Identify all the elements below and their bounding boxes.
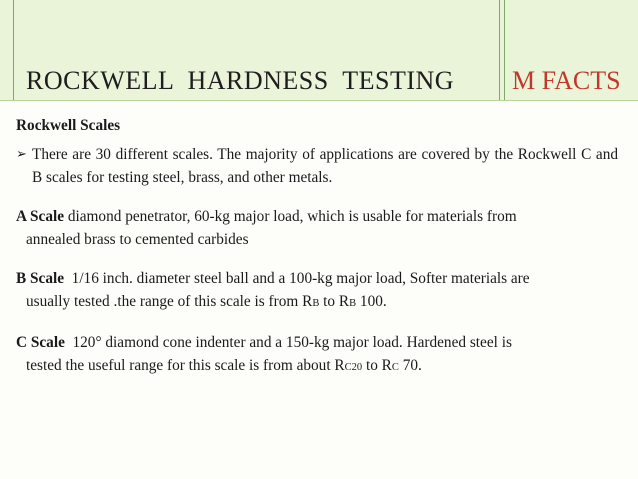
header-divider <box>13 0 14 100</box>
c-scale-line2 <box>16 354 618 379</box>
a-scale-paragraph <box>16 205 618 251</box>
slide-body <box>16 114 618 379</box>
header-divider <box>499 0 500 100</box>
a-scale-label: A Scale <box>16 208 65 225</box>
a-scale-line2: annealed brass to cemented carbides <box>26 231 249 248</box>
c-scale-sub1: C20 <box>344 362 363 373</box>
b-scale-sub2: B <box>349 298 357 309</box>
bullet-text: There are 30 different scales. The majority of applications are covered by the Rockwell C and B scales for testing steel, brass, and other metals. <box>32 146 618 186</box>
b-scale-line2 <box>16 290 618 315</box>
b-scale-text-b: to R <box>319 293 350 310</box>
section-heading: Rockwell Scales <box>16 117 121 134</box>
b-scale-text-a: usually tested .the range of this scale is from R <box>26 293 313 310</box>
title-bar <box>0 0 638 101</box>
c-scale-text-b: to R <box>362 357 392 374</box>
c-scale-text-c: 70. <box>398 357 422 374</box>
a-scale-line1: diamond penetrator, 60-kg major load, which is usable for materials from <box>64 208 517 225</box>
b-scale-label: B Scale <box>16 270 65 287</box>
b-scale-line1: 1/16 inch. diameter steel ball and a 100-kg major load, Softer materials are <box>64 270 530 287</box>
c-scale-label: C Scale <box>16 334 65 351</box>
arrow-bullet-icon: ➢ <box>16 147 27 162</box>
c-scale-sub2: C <box>391 362 399 373</box>
b-scale-text-c: 100. <box>356 293 387 310</box>
c-scale-paragraph <box>16 331 618 379</box>
b-scale-paragraph <box>16 267 618 315</box>
slide-title: ROCKWELL HARDNESS TESTING <box>26 66 455 95</box>
c-scale-line1: 120° diamond cone indenter and a 150-kg major load. Hardened steel is <box>64 334 512 351</box>
c-scale-text-a: tested the useful range for this scale is from about R <box>26 357 345 374</box>
bullet-item <box>16 143 618 189</box>
header-divider <box>504 0 505 100</box>
b-scale-sub1: B <box>312 298 320 309</box>
facts-label: M FACTS <box>512 66 621 95</box>
